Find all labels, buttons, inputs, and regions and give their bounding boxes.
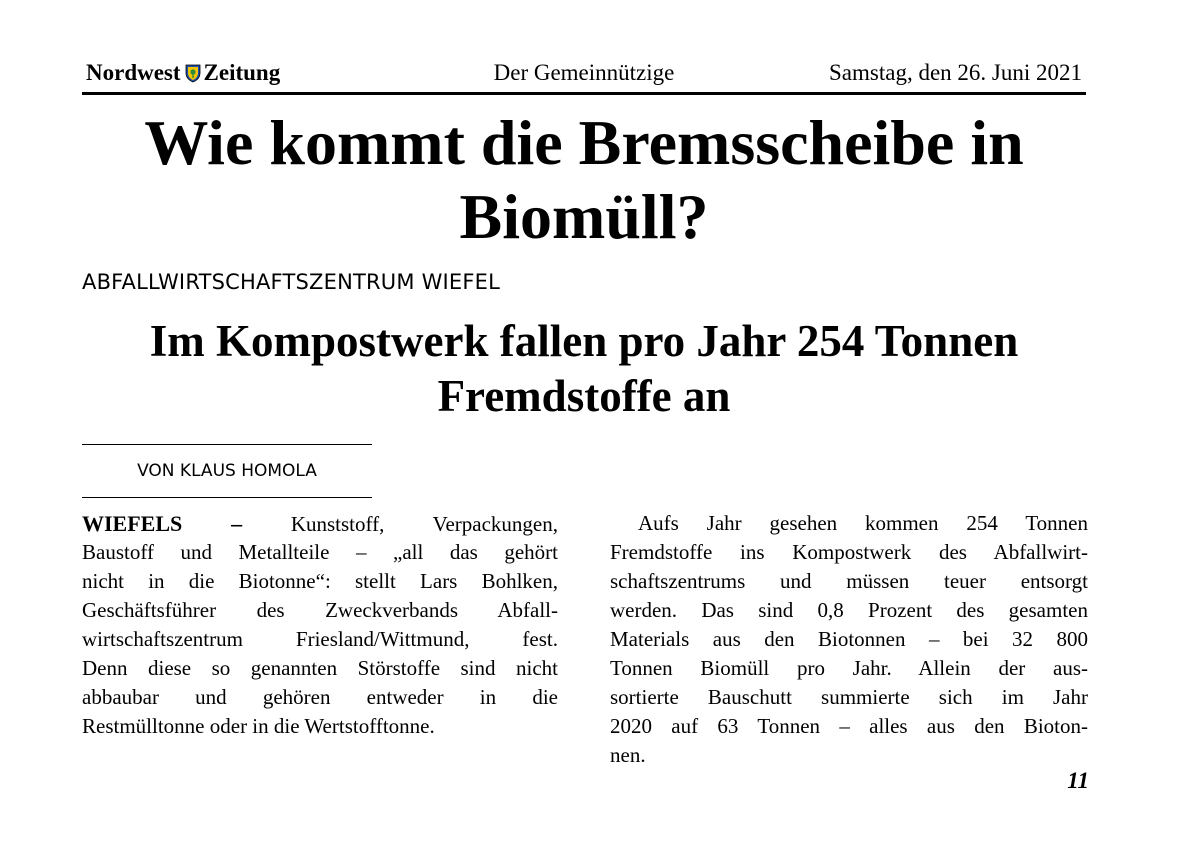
masthead [82, 56, 1086, 95]
newspaper-name-part1: Nordwest [86, 60, 181, 85]
article-line: 2020 auf 63 Tonnen – alles aus den Bioton- [610, 714, 1088, 738]
article-line [82, 509, 558, 538]
article-line: wirtschaftszentrum Friesland/Wittmund, fest. [82, 627, 558, 651]
article-line: abbaubar und gehören entweder in die [82, 685, 558, 709]
article-line: Materials aus den Biotonnen – bei 32 800 [610, 627, 1088, 651]
newspaper-name-part2: Zeitung [203, 60, 281, 85]
article-line: Geschäftsführer des Zweckverbands Abfall- [82, 598, 558, 622]
article-line: Restmülltonne oder in die Wertstofftonne. [82, 714, 435, 738]
subheadline [82, 314, 1086, 424]
article-line: schaftszentrums und müssen teuer entsorgt [610, 569, 1088, 593]
article-line-text: Kunststoff, Verpackungen, [290, 512, 559, 536]
byline-box [82, 444, 372, 498]
article-line: nen. [610, 743, 646, 767]
headline [82, 106, 1086, 254]
article-line: Denn diese so genannten Störstoffe sind nicht [82, 656, 558, 680]
article-line: Tonnen Biomüll pro Jahr. Allein der aus- [610, 656, 1088, 680]
article-line [610, 509, 1088, 538]
section-title: Der Gemeinnützige [493, 60, 675, 85]
article-line-text: Aufs Jahr gesehen kommen 254 Tonnen [638, 511, 1088, 535]
article-line: Baustoff und Metallteile – „all das gehört [82, 540, 558, 564]
subheadline-line-1: Im Kompostwerk fallen pro Jahr 254 Tonnen [149, 316, 1019, 366]
article-line: werden. Das sind 0,8 Prozent des gesamten [610, 598, 1088, 622]
dateline: WIEFELS – [82, 511, 243, 536]
article-line: sortierte Bauschutt summierte sich im Jahr [610, 685, 1088, 709]
kicker: ABFALLWIRTSCHAFTSZENTRUM WIEFEL [82, 270, 501, 294]
article-column-left [82, 509, 558, 741]
subheadline-line-2: Fremdstoffe an [437, 371, 731, 421]
publication-date: Samstag, den 26. Juni 2021 [829, 60, 1082, 85]
article-line: nicht in die Biotonne“: stellt Lars Bohlken, [82, 569, 558, 593]
article-line: Fremdstoffe ins Kompostwerk des Abfallwirt- [610, 540, 1088, 564]
article-column-right [610, 509, 1088, 770]
headline-line-1: Wie kommt die Bremsscheibe in [144, 107, 1024, 178]
page-number: 11 [1067, 768, 1089, 793]
byline: VON KLAUS HOMOLA [137, 461, 317, 481]
headline-line-2: Biomüll? [459, 181, 709, 252]
